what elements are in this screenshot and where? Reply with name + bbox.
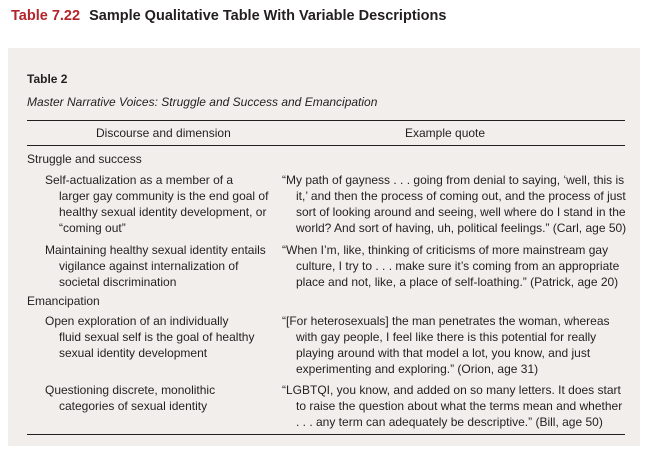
- dimension-line: Self-actualization as a member of a: [45, 173, 234, 187]
- quote-line: world? And sort of having, uh, political feelings.” (Carl, age 50): [296, 221, 627, 235]
- quote-line: culture, I try to . . . make sure it’s coming from an appropriate: [296, 259, 620, 273]
- dimension-line: Open exploration of an individually: [45, 314, 229, 328]
- top-rule: [27, 120, 625, 121]
- dimension-cell: [45, 313, 254, 361]
- table-number: Table 2: [27, 72, 68, 86]
- section-heading: Emancipation: [27, 294, 100, 308]
- dimension-line: vigilance against internalization of: [59, 259, 239, 273]
- dimension-cell: [45, 382, 215, 414]
- quote-line: . . . any term can adequately be descriptive.” (Bill, age 50): [296, 415, 603, 429]
- dimension-line: Questioning discrete, monolithic: [45, 383, 216, 397]
- caption-label: Table 7.22: [11, 8, 81, 24]
- quote-line: “When I’m, like, thinking of criticisms of more mainstream gay: [282, 243, 609, 257]
- quote-cell: [282, 242, 619, 290]
- quote-line: experimenting and exploring.” (Orion, age 31): [296, 362, 539, 376]
- table-subtitle: Master Narrative Voices: Struggle and Success and Emancipation: [27, 95, 378, 109]
- dimension-line: healthy sexual identity development, or: [59, 205, 267, 219]
- quote-line: place and not, like, a place of self-loathing.” (Patrick, age 20): [296, 275, 619, 289]
- quote-line: to raise the question about what the terms mean and whether: [296, 399, 623, 413]
- bottom-rule: [27, 434, 625, 435]
- quote-line: with gay people, I feel like there is this potential for really: [296, 330, 597, 344]
- quote-cell: [282, 382, 622, 430]
- dimension-line: Maintaining healthy sexual identity entails: [45, 243, 266, 257]
- dimension-cell: [45, 172, 268, 236]
- quote-line: it,’ and then the process of coming out, and the process of just: [296, 189, 626, 203]
- dimension-line: societal discrimination: [59, 275, 177, 289]
- dimension-line: fluid sexual self is the goal of healthy: [59, 330, 255, 344]
- section-heading: Struggle and success: [27, 152, 142, 166]
- dimension-line: “coming out”: [59, 221, 126, 235]
- caption-title: Sample Qualitative Table With Variable Descriptions: [89, 8, 447, 24]
- quote-cell: [282, 313, 610, 377]
- dimension-line: sexual identity development: [59, 346, 208, 360]
- quote-line: “[For heterosexuals] the man penetrates the woman, whereas: [282, 314, 610, 328]
- dimension-line: larger gay community is the end goal of: [59, 189, 269, 203]
- quote-line: “My path of gayness . . . going from denial to saying, ‘well, this is: [282, 173, 625, 187]
- dimension-cell: [45, 242, 266, 290]
- header-discourse: Discourse and dimension: [96, 126, 231, 140]
- quote-line: sort of looking around and seeing, well where do I stand in the: [296, 205, 626, 219]
- quote-line: “LGBTQI, you know, and added on so many letters. It does start: [282, 383, 621, 397]
- table-caption: [11, 8, 446, 24]
- quote-cell: [282, 172, 626, 236]
- header-rule: [27, 145, 625, 146]
- header-quote: Example quote: [405, 126, 486, 140]
- dimension-line: categories of sexual identity: [59, 399, 208, 413]
- quote-line: playing around with that model a lot, you know, and just: [296, 346, 591, 360]
